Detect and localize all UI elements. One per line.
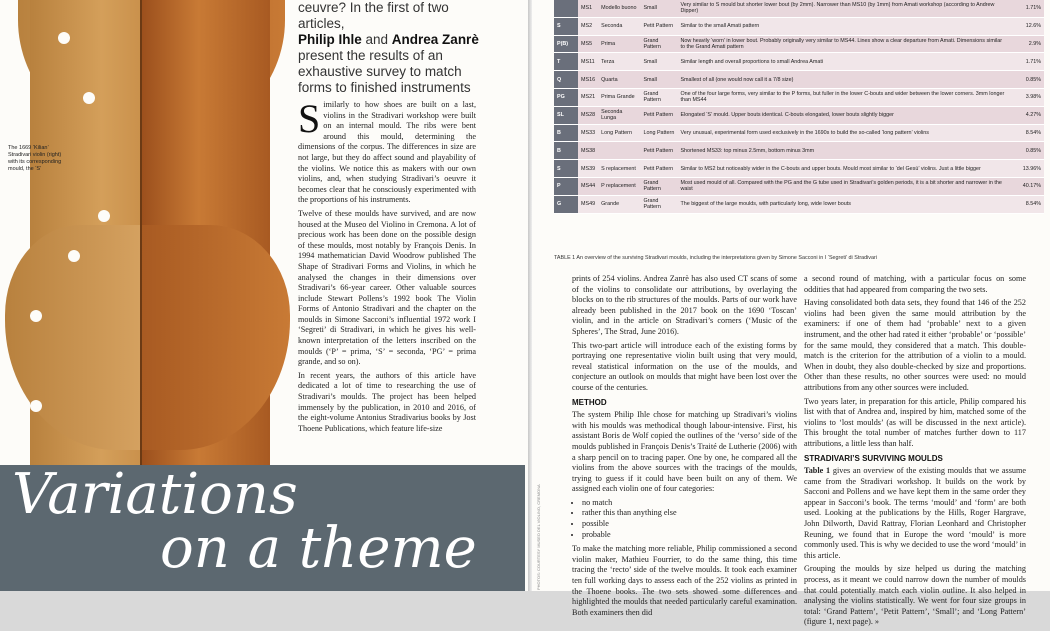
- standfirst-text: and: [361, 32, 392, 47]
- mould-name: Seconda Lunga: [598, 106, 640, 124]
- mould-number: MS38: [578, 142, 598, 160]
- paragraph: Twelve of these moulds have survived, and are now housed at the Museo del Violino in Cremona. A lot of precious work has been done on the possible design of these moulds, most notably by François Denis. In 1994 mathematician David Woodrow published The Shape of Stradivari Forms and Violins, in which he analysed the changes in their dimensions over Stradivari’s 66-year career. Other valuable sources include Stewart Pollens’s 1992 book The Violin Forms of Antonio Stradivari and the chapter on the moulds in Simone Sacconi’s influential 1972 work I ‘Segreti’ di Stradivari, in which he gives his well-known interpretation of the letters inscribed on the moulds (‘P’ = prima, ‘S’ = seconda, ‘PG’ = prima grande, and so on).: [298, 208, 476, 367]
- mould-name: Long Pattern: [598, 124, 640, 142]
- description: The biggest of the large moulds, with particularly long, wide lower bouts: [677, 195, 1008, 213]
- mould-number: MS1: [578, 0, 598, 17]
- paragraph: The system Philip Ihle chose for matching up Stradivari’s violins with his moulds was methodical though labour-intensive. First, his assistant Boris de Wolf copied the outlines of the ‘verso’ side of the moulds published in François Denis’s Traité de Lutherie (2006) with a sharp pencil on to tracing paper. One by one, he compared all the violins from the above sources with the tracings of the moulds, trying to guess if it could have been built on any of them. We assigned each violin one of four categories:: [572, 410, 797, 494]
- row-code: S: [554, 17, 578, 35]
- percentage: 8.54%: [1008, 195, 1044, 213]
- description: Now heavily ‘worn’ in lower bout. Probably originally very similar to MS44. Lines show a clear departure from Amati. Dimensions similar to the Grand Amati pattern: [677, 35, 1008, 53]
- mould-name: S replacement: [598, 160, 640, 178]
- percentage: 3.98%: [1008, 88, 1044, 106]
- mould-name: Prima Grande: [598, 88, 640, 106]
- row-code: SL: [554, 106, 578, 124]
- size-group: Grand Pattern: [640, 195, 677, 213]
- body-column-3: [804, 274, 1026, 631]
- mould-number: MS16: [578, 71, 598, 89]
- percentage: 12.6%: [1008, 17, 1044, 35]
- mould-number: MS5: [578, 35, 598, 53]
- table-row: [554, 0, 1044, 17]
- percentage: 1.71%: [1008, 53, 1044, 71]
- description: Very similar to S mould but shorter lower bout (by 2mm). Narrower than MS10 (by 1mm) from Amati workshop (according to Andrew Dipper): [677, 0, 1008, 17]
- description: Shortened MS33: top minus 2.5mm, bottom minus 3mm: [677, 142, 1008, 160]
- row-code: S: [554, 160, 578, 178]
- table-row: [554, 160, 1044, 178]
- percentage: 13.96%: [1008, 160, 1044, 178]
- mould-name: [598, 142, 640, 160]
- description: One of the four large forms, very similar to the P forms, but fuller in the lower C-bouts and wider between the lower corners. 3mm longer than MS44: [677, 88, 1008, 106]
- description: Similar to the small Amati pattern: [677, 17, 1008, 35]
- paragraph: Two years later, in preparation for this article, Philip compared his list with that of Andrea and, inspired by him, matched some of the violins to ‘lost moulds’ (as will be discussed in the next article). This brought the total number of matches further down to 117 attributions, a little less than half.: [804, 396, 1026, 448]
- mould-number: MS33: [578, 124, 598, 142]
- mould-number: MS2: [578, 17, 598, 35]
- paragraph: imilarly to how shoes are built on a last, violins in the Stradivari workshop were built on an internal mould. The ribs were bent around this mould, determining the dimensions of the corpus. The differences in size are not large, but they do affect sound and playability of the violins. We notice this as makers with our own violins, and, when studying Stradivari’s oeuvre it becomes clear that he consciously experimented with the proportions of his instruments.: [298, 100, 476, 205]
- paragraph: gives an overview of the existing moulds that we assume came from the Stradivari workshop. It builds on the work by Sacconi and Pollens and we have kept them in the same order they appear in Sacconi’s book. The terms ‘mould’ and ‘form’ are both used. Looking at the publications by the Hills, Roger Hargrave, John Dilworth, David Rattray, Florian Leonhard and Christopher Reuning, we found that in Europe the word ‘mould’ is more commonly used. This is why we decided to use the word ‘mould’ in this article.: [804, 466, 1026, 560]
- size-group: Grand Pattern: [640, 35, 677, 53]
- mould-hole: [30, 400, 42, 412]
- description: Elongated ‘S’ mould. Upper bouts identical. C-bouts elongated, lower bouts slightly bigger: [677, 106, 1008, 124]
- table-row: [554, 88, 1044, 106]
- paragraph: a second round of matching, with a particular focus on some oddities that had appeared from comparing the two sets.: [804, 274, 1026, 294]
- table-row: [554, 106, 1044, 124]
- mould-lower-bout: [5, 225, 160, 450]
- paragraph: Grouping the moulds by size helped us during the matching process, as it meant we could narrow down the number of moulds that could potentially match each violin outline. It also helped in analysing the violins statistically. We went for four size groups in total: ‘Grand Pattern’, ‘Petit Pattern’, ‘Small’; and ‘Long Pattern’ (figure 1, next page). »: [804, 564, 1026, 627]
- section-heading: STRADIVARI’S SURVIVING MOULDS: [804, 453, 943, 463]
- mould-name: Grande: [598, 195, 640, 213]
- mould-hole: [98, 210, 110, 222]
- body-column-2: [572, 274, 797, 621]
- mould-hole: [58, 32, 70, 44]
- table-row: [554, 71, 1044, 89]
- mould-number: MS39: [578, 160, 598, 178]
- standfirst-text: present the results of an exhaustive survey to match forms to finished instruments: [298, 48, 471, 95]
- author-name: Philip Ihle: [298, 32, 362, 47]
- table-row: [554, 53, 1044, 71]
- mould-name: Prima: [598, 35, 640, 53]
- list-item: • no match: [582, 498, 797, 509]
- list-item: • possible: [582, 519, 797, 530]
- body-column-1: [298, 96, 476, 437]
- mould-name: Modello buono: [598, 0, 640, 17]
- title-banner: [0, 462, 525, 591]
- row-code: P(B): [554, 35, 578, 53]
- size-group: Petit Pattern: [640, 106, 677, 124]
- center-seam: [140, 0, 142, 470]
- table-row: [554, 35, 1044, 53]
- percentage: 8.54%: [1008, 124, 1044, 142]
- size-group: Small: [640, 0, 677, 17]
- article-standfirst: [298, 0, 498, 96]
- row-code: [554, 0, 578, 17]
- table-row: [554, 17, 1044, 35]
- row-code: B: [554, 142, 578, 160]
- paragraph: prints of 254 violins. Andrea Zanrè has also used CT scans of some of the violins to consolidate our attributions, by overlaying the blocks on to the rib structures of the moulds. Parts of our work have already been published in the 2017 book on the 1690 ‘Toscan’ violin, and in the article on Stradivari’s corners (‘Music of the Spheres’, The Strad, June 2016).: [572, 274, 797, 336]
- list-item: • rather this than anything else: [582, 508, 797, 519]
- title-line-1: Variations: [12, 462, 298, 527]
- mould-name: Terza: [598, 53, 640, 71]
- mould-name: P replacement: [598, 177, 640, 195]
- standfirst-text: ceuvre? In the first of two articles,: [298, 0, 449, 31]
- size-group: Long Pattern: [640, 124, 677, 142]
- photo-credit: PHOTOS: COURTESY MUSEO DEL VIOLINO, CREMONA: [536, 484, 541, 590]
- paragraph: In recent years, the authors of this article have dedicated a lot of time to researching the use of Stradivari’s moulds. The project has been helped immensely by the publication, in 2010 and 2016, of the eight-volume Antonius Stradivarius books by Jost Thoene Publications, which feature life-size: [298, 370, 476, 433]
- description: Very unusual, experimental form used exclusively in the 1690s to build the so-called ‘long pattern’ violins: [677, 124, 1008, 142]
- moulds-table: [554, 0, 1044, 214]
- size-group: Grand Pattern: [640, 88, 677, 106]
- percentage: 2.9%: [1008, 35, 1044, 53]
- photo-caption: The 1669 ‘Kilian’ Stradivari violin (right) with its corresponding mould, the ‘S’: [8, 145, 62, 172]
- description: Smallest of all (one would now call it a 7/8 size): [677, 71, 1008, 89]
- list-item: • probable: [582, 530, 797, 541]
- title-line-2: on a theme: [160, 516, 477, 581]
- table-row: [554, 124, 1044, 142]
- row-code: T: [554, 53, 578, 71]
- table-row: [554, 142, 1044, 160]
- paragraph: To make the matching more reliable, Philip commissioned a second violin maker, Mathieu Fourrier, to do the same thing, this time tracing the ‘recto’ side of the twelve moulds. It took each examiner ten full working days to assess each of the 252 violins as printed in the Thoene books. The two sets showed some differences and highlighted the moulds that needed particularly careful examination. Both examiners then did: [572, 544, 797, 617]
- section-heading: METHOD: [572, 397, 607, 407]
- size-group: Petit Pattern: [640, 142, 677, 160]
- mould-hole: [68, 250, 80, 262]
- row-code: Q: [554, 71, 578, 89]
- size-group: Petit Pattern: [640, 17, 677, 35]
- mould-number: MS49: [578, 195, 598, 213]
- table-row: [554, 177, 1044, 195]
- mould-hole: [83, 92, 95, 104]
- percentage: 4.27%: [1008, 106, 1044, 124]
- percentage: 40.17%: [1008, 177, 1044, 195]
- table-reference: Table 1: [804, 466, 831, 476]
- mould-number: MS11: [578, 53, 598, 71]
- mould-number: MS28: [578, 106, 598, 124]
- drop-cap: S: [298, 96, 321, 141]
- size-group: Small: [640, 71, 677, 89]
- mould-name: Quarta: [598, 71, 640, 89]
- paragraph: Having consolidated both data sets, they found that 146 of the 252 violins had been given the same mould attribution by the examiners: if one of them had ‘probable’ next to a given instrument, and the other had rated it either ‘probable’ or ‘possible’ for the same mould, they considered that a match. This double-match is the criterion for the attribution of a violin to a mould. When in doubt, they also double-checked by size and proportions. Other than these results, no other sources were used: no mould attributions from any other sources were included.: [804, 298, 1026, 392]
- right-page: [532, 0, 1050, 627]
- left-page: [0, 0, 528, 591]
- row-code: B: [554, 124, 578, 142]
- size-group: Grand Pattern: [640, 177, 677, 195]
- mould-number: MS21: [578, 88, 598, 106]
- description: Most used mould of all. Compared with the PG and the G tube used in Stradivari’s golden periods, it is a bit shorter and narrower in the waist: [677, 177, 1008, 195]
- row-code: P: [554, 177, 578, 195]
- mould-hole: [30, 310, 42, 322]
- mould-name: Seconda: [598, 17, 640, 35]
- row-code: PG: [554, 88, 578, 106]
- percentage: 0.85%: [1008, 142, 1044, 160]
- percentage: 0.85%: [1008, 71, 1044, 89]
- size-group: Petit Pattern: [640, 160, 677, 178]
- percentage: 1.71%: [1008, 0, 1044, 17]
- paragraph: This two-part article will introduce each of the existing forms by portraying one representative violin built using that very mould, reveal statistical information on the use of the moulds, and conjecture an outlook on moulds that might have been lost over the course of the centuries.: [572, 340, 797, 392]
- row-code: G: [554, 195, 578, 213]
- description: Similar length and overall proportions to small Andrea Amati: [677, 53, 1008, 71]
- mould-number: MS44: [578, 177, 598, 195]
- description: Similar to MS2 but noticeably wider in the C-bouts and upper bouts. Mould most similar to ‘del Gesù’ violins. Just a little bigger: [677, 160, 1008, 178]
- size-group: Small: [640, 53, 677, 71]
- author-name: Andrea Zanrè: [391, 32, 479, 47]
- table-caption: TABLE 1 An overview of the surviving Stradivari moulds, including the interpretations given by Simone Sacconi in I ‘Segreti’ di Stradivari: [554, 255, 877, 261]
- table-row: [554, 195, 1044, 213]
- category-list: [582, 498, 797, 540]
